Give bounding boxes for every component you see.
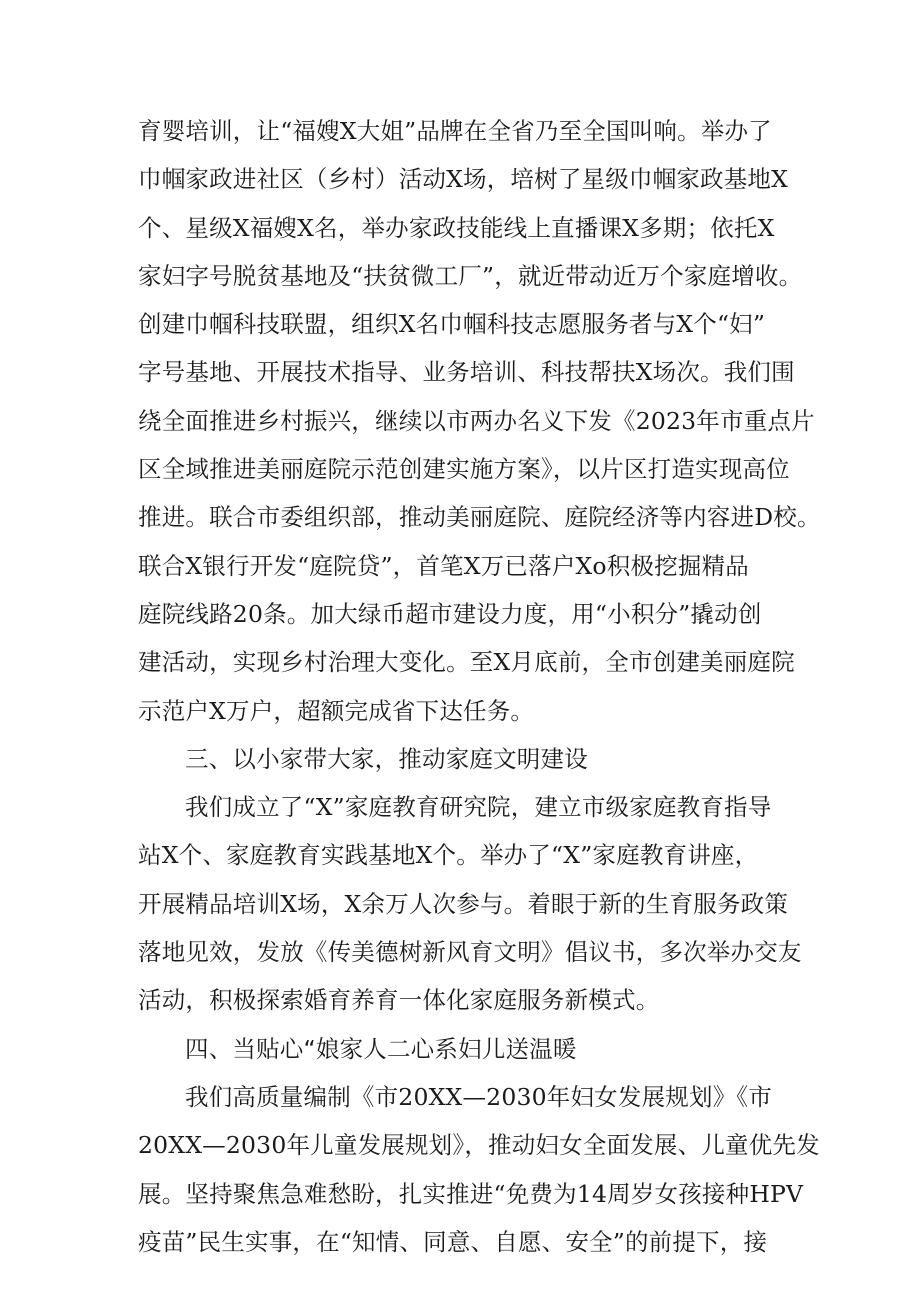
paragraph-line: 疫苗”民生实事，在“知情、同意、自愿、安全”的前提下，接 xyxy=(138,1227,768,1256)
paragraph-line: 绕全面推进乡村振兴，继续以市两办名义下发《2023年市重点片 xyxy=(138,406,815,435)
paragraph-line: 创建巾帼科技联盟，组织X名巾帼科技志愿服务者与X个“妇” xyxy=(138,310,766,339)
paragraph-line: 育婴培训，让“福嫂X大姐”品牌在全省乃至全国叫响。举办了 xyxy=(138,117,772,145)
paragraph-line: 庭院线路20条。加大绿币超市建设力度，用“小积分”撬动创 xyxy=(138,599,762,628)
paragraph-line: 建活动，实现乡村治理大变化。至X月底前，全市创建美丽庭院 xyxy=(138,648,795,677)
paragraph-line: 我们高质量编制《市20XX—2030年妇女发展规划》《市 xyxy=(185,1082,773,1111)
paragraph-line: 我们成立了“X”家庭教育研究院，建立市级家庭教育指导 xyxy=(185,793,772,822)
paragraph-line: 联合X银行开发“庭院贷”，首笔X万已落户Xo积极挖掘精品 xyxy=(138,551,749,580)
paragraph-line: 推进。联合市委组织部，推动美丽庭院、庭院经济等内容进D校。 xyxy=(138,503,821,532)
paragraph-line: 落地见效，发放《传美德树新风育文明》倡议书，多次举办交友 xyxy=(138,938,802,967)
section-heading-4: 四、当贴心“娘家人二心系妇儿送温暖 xyxy=(185,1034,577,1063)
paragraph-line: 字号基地、开展技术指导、业务培训、科技帮扶X场次。我们围 xyxy=(138,358,795,387)
paragraph-line: 展。坚持聚焦急难愁盼，扎实推进“免费为14周岁女孩接种HPV xyxy=(138,1179,804,1208)
document-body xyxy=(138,107,821,1266)
paragraph-line: 活动，积极探索婚育养育一体化家庭服务新模式。 xyxy=(138,986,660,1015)
section-heading-3: 三、以小家带大家，推动家庭文明建设 xyxy=(185,744,588,773)
paragraph-line: 20XX—2030年儿童发展规划》，推动妇女全面发展、儿童优先发 xyxy=(138,1131,820,1160)
paragraph-line: 区全域推进美丽庭院示范创建实施方案》，以片区打造实现高位 xyxy=(138,455,790,484)
paragraph-line: 开展精品培训X场，X余万人次参与。着眼于新的生育服务政策 xyxy=(138,889,789,918)
paragraph-line: 家妇字号脱贫基地及“扶贫微工厂”，就近带动近万个家庭增收。 xyxy=(138,261,803,290)
paragraph-line: 巾帼家政进社区（乡村）活动X场，培树了星级巾帼家政基地X xyxy=(138,165,789,194)
paragraph-line: 个、星级X福嫂X名，举办家政技能线上直播课X多期；依托X xyxy=(138,213,775,242)
paragraph-line: 站X个、家庭教育实践基地X个。举办了“X”家庭教育讲座， xyxy=(138,841,759,870)
paragraph-line: 示范户X万户，超额完成省下达任务。 xyxy=(138,696,535,725)
